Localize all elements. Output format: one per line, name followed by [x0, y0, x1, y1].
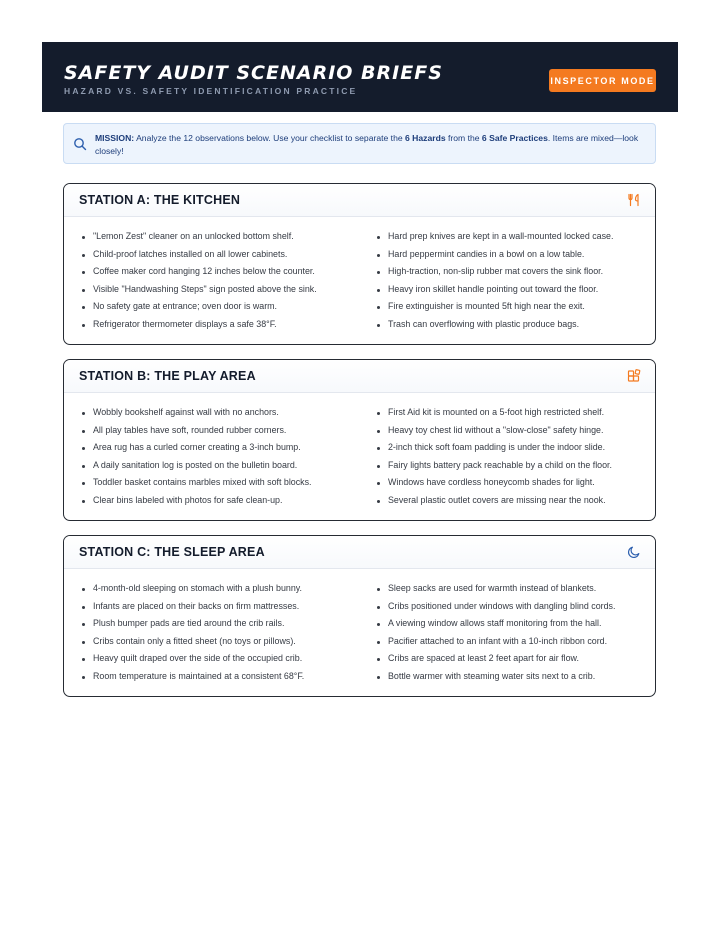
- list-item: Cribs contain only a fitted sheet (no toys or pillows).: [80, 633, 350, 651]
- list-item: Bottle warmer with steaming water sits next to a crib.: [375, 668, 645, 686]
- list-item: 2-inch thick soft foam padding is under the indoor slide.: [375, 439, 645, 457]
- list-item: Wobbly bookshelf against wall with no anchors.: [80, 404, 350, 422]
- list-item: "Lemon Zest" cleaner on an unlocked bottom shelf.: [80, 228, 350, 246]
- list-item: Infants are placed on their backs on firm mattresses.: [80, 598, 350, 616]
- station-header: [64, 360, 655, 393]
- list-item: Windows have cordless honeycomb shades for light.: [375, 474, 645, 492]
- page-title: SAFETY AUDIT SCENARIO BRIEFS: [64, 62, 443, 84]
- list-item: Pacifier attached to an infant with a 10-inch ribbon cord.: [375, 633, 645, 651]
- station-title: STATION B: THE PLAY AREA: [79, 369, 256, 383]
- observation-columns: [64, 393, 655, 505]
- list-item: Heavy quilt draped over the side of the occupied crib.: [80, 650, 350, 668]
- list-item: Cribs are spaced at least 2 feet apart for air flow.: [375, 650, 645, 668]
- blocks-icon: [627, 369, 641, 383]
- page-header: [42, 42, 678, 112]
- mission-text-part: . Items are mixed—look closely!: [95, 133, 639, 156]
- list-item: A daily sanitation log is posted on the bulletin board.: [80, 457, 350, 475]
- list-item: A viewing window allows staff monitoring from the hall.: [375, 615, 645, 633]
- observation-columns: [64, 217, 655, 329]
- list-item: Room temperature is maintained at a consistent 68°F.: [80, 668, 350, 686]
- list-item: Visible "Handwashing Steps" sign posted above the sink.: [80, 281, 350, 299]
- list-item: No safety gate at entrance; oven door is warm.: [80, 298, 350, 316]
- station-header: [64, 184, 655, 217]
- station-kitchen: [63, 183, 656, 345]
- hazard-count: 6 Hazards: [405, 133, 446, 143]
- observation-list-left: [80, 228, 350, 333]
- list-item: Hard peppermint candies in a bowl on a low table.: [375, 246, 645, 264]
- list-item: Sleep sacks are used for warmth instead of blankets.: [375, 580, 645, 598]
- page-subtitle: HAZARD VS. SAFETY IDENTIFICATION PRACTICE: [64, 86, 358, 96]
- list-item: Clear bins labeled with photos for safe clean-up.: [80, 492, 350, 510]
- inspector-mode-button[interactable]: INSPECTOR MODE: [549, 69, 656, 92]
- mission-banner: [63, 123, 656, 164]
- station-header: [64, 536, 655, 569]
- moon-icon: [627, 545, 641, 559]
- list-item: Area rug has a curled corner creating a 3-inch bump.: [80, 439, 350, 457]
- list-item: Plush bumper pads are tied around the crib rails.: [80, 615, 350, 633]
- observation-list-right: [375, 228, 645, 333]
- observation-list-left: [80, 404, 350, 509]
- list-item: Several plastic outlet covers are missing near the nook.: [375, 492, 645, 510]
- list-item: First Aid kit is mounted on a 5-foot high restricted shelf.: [375, 404, 645, 422]
- station-play-area: [63, 359, 656, 521]
- list-item: Fire extinguisher is mounted 5ft high near the exit.: [375, 298, 645, 316]
- mission-text-part: from the: [445, 133, 482, 143]
- mission-text-part: Analyze the 12 observations below. Use your checklist to separate the: [134, 133, 406, 143]
- list-item: Cribs positioned under windows with dangling blind cords.: [375, 598, 645, 616]
- list-item: Refrigerator thermometer displays a safe 38°F.: [80, 316, 350, 334]
- list-item: 4-month-old sleeping on stomach with a plush bunny.: [80, 580, 350, 598]
- list-item: Trash can overflowing with plastic produce bags.: [375, 316, 645, 334]
- mission-text: [95, 132, 649, 158]
- list-item: Fairy lights battery pack reachable by a child on the floor.: [375, 457, 645, 475]
- safe-practice-count: 6 Safe Practices: [481, 133, 548, 143]
- observation-list-right: [375, 580, 645, 685]
- list-item: Heavy iron skillet handle pointing out toward the floor.: [375, 281, 645, 299]
- mission-label: MISSION:: [95, 133, 135, 143]
- station-sleep-area: [63, 535, 656, 697]
- list-item: Toddler basket contains marbles mixed with soft blocks.: [80, 474, 350, 492]
- station-title: STATION C: THE SLEEP AREA: [79, 545, 265, 559]
- list-item: Coffee maker cord hanging 12 inches below the counter.: [80, 263, 350, 281]
- utensils-icon: [627, 193, 641, 207]
- observation-list-left: [80, 580, 350, 685]
- station-title: STATION A: THE KITCHEN: [79, 193, 241, 207]
- observation-list-right: [375, 404, 645, 509]
- list-item: Child-proof latches installed on all lower cabinets.: [80, 246, 350, 264]
- list-item: High-traction, non-slip rubber mat covers the sink floor.: [375, 263, 645, 281]
- list-item: All play tables have soft, rounded rubber corners.: [80, 422, 350, 440]
- observation-columns: [64, 569, 655, 681]
- list-item: Hard prep knives are kept in a wall-mounted locked case.: [375, 228, 645, 246]
- search-icon: [73, 137, 87, 151]
- list-item: Heavy toy chest lid without a "slow-close" safety hinge.: [375, 422, 645, 440]
